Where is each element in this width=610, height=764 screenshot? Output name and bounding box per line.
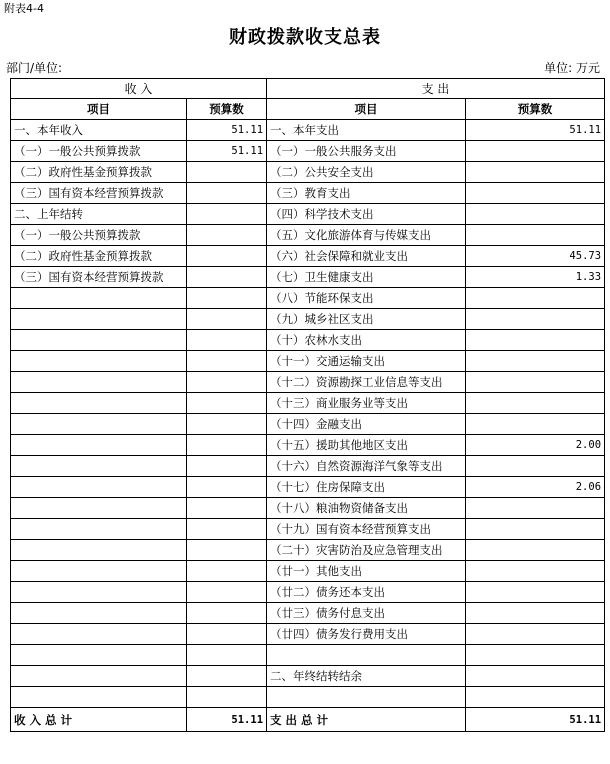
income-value-cell [187,288,267,309]
income-item-cell [11,393,187,414]
expense-value-cell: 51.11 [466,120,605,141]
income-item-cell [11,603,187,624]
table-row [11,246,605,267]
income-total-value: 51.11 [187,708,267,732]
income-value-cell: 51.11 [187,120,267,141]
page-title: 财政拨款收支总表 [229,27,381,48]
table-row [11,225,605,246]
income-value-cell [187,624,267,645]
income-value-cell [187,645,267,666]
income-item-cell [11,540,187,561]
income-value-cell [187,351,267,372]
income-item-cell: 二、上年结转 [11,204,187,225]
expense-item-cell: （十二）资源勘探工业信息等支出 [267,372,466,393]
expense-value-cell [466,456,605,477]
income-item-cell [11,666,187,687]
expense-value-cell [466,330,605,351]
expense-item-cell: （七）卫生健康支出 [267,267,466,288]
expense-item-cell [267,687,466,708]
expense-item-cell [267,645,466,666]
table-row [11,582,605,603]
income-value-cell [187,687,267,708]
expense-item-cell: （十四）金融支出 [267,414,466,435]
income-value-cell [187,414,267,435]
table-row [11,372,605,393]
table-row [11,540,605,561]
table-row [11,624,605,645]
expense-value-cell [466,624,605,645]
expense-item-cell: （十三）商业服务业等支出 [267,393,466,414]
income-item-cell [11,645,187,666]
income-item-cell: （二）政府性基金预算拨款 [11,246,187,267]
income-value-cell [187,498,267,519]
income-item-cell [11,288,187,309]
income-item-cell: （三）国有资本经营预算拨款 [11,183,187,204]
table-row [11,435,605,456]
income-value-cell [187,435,267,456]
income-value-cell [187,519,267,540]
expense-value-cell [466,204,605,225]
income-item-cell: （一）一般公共预算拨款 [11,225,187,246]
table-row [11,687,605,708]
expense-value-cell: 2.06 [466,477,605,498]
expense-total-label: 支 出 总 计 [267,708,466,732]
income-item-cell [11,687,187,708]
expense-value-cell [466,141,605,162]
table-row [11,141,605,162]
table-row [11,414,605,435]
income-value-cell [187,456,267,477]
income-section-header: 收 入 [11,79,267,99]
expense-value-cell [466,414,605,435]
income-item-cell: （三）国有资本经营预算拨款 [11,267,187,288]
expense-section-header: 支 出 [267,79,605,99]
income-value-cell [187,477,267,498]
unit-label: 单位: 万元 [544,61,600,75]
table-row [11,351,605,372]
expense-item-cell: （廿二）债务还本支出 [267,582,466,603]
table-row [11,645,605,666]
table-row [11,120,605,141]
income-item-cell [11,372,187,393]
income-item-cell [11,561,187,582]
table-row [11,519,605,540]
expense-item-cell: （十六）自然资源海洋气象等支出 [267,456,466,477]
expense-item-cell: （九）城乡社区支出 [267,309,466,330]
expense-total-value: 51.11 [466,708,605,732]
income-value-cell [187,246,267,267]
table-row [11,666,605,687]
income-item-cell [11,414,187,435]
table-row [11,204,605,225]
expense-value-cell [466,162,605,183]
expense-value-cell [466,582,605,603]
income-item-cell [11,624,187,645]
expense-item-cell: 一、本年支出 [267,120,466,141]
expense-item-cell: （二十）灾害防治及应急管理支出 [267,540,466,561]
expense-item-cell: （十）农林水支出 [267,330,466,351]
income-value-cell [187,603,267,624]
expense-value-cell [466,225,605,246]
income-item-cell [11,330,187,351]
expense-value-cell [466,309,605,330]
income-item-header: 项目 [11,99,187,120]
expense-item-cell: （十七）住房保障支出 [267,477,466,498]
table-row [11,309,605,330]
income-value-cell [187,666,267,687]
table-row [11,267,605,288]
expense-value-cell [466,603,605,624]
totals-row [11,708,605,732]
department-label: 部门/单位: [6,61,63,75]
table-row [11,456,605,477]
income-item-cell [11,519,187,540]
expense-value-cell [466,351,605,372]
income-item-cell: （一）一般公共预算拨款 [11,141,187,162]
income-item-cell [11,435,187,456]
expense-value-cell [466,687,605,708]
income-item-cell [11,477,187,498]
table-row [11,162,605,183]
income-value-cell [187,204,267,225]
expense-value-cell [466,561,605,582]
expense-value-cell [466,372,605,393]
expense-item-cell: （三）教育支出 [267,183,466,204]
income-budget-header: 预算数 [187,99,267,120]
column-header-row [11,99,605,120]
expense-value-cell [466,393,605,414]
expense-item-cell: （二）公共安全支出 [267,162,466,183]
income-value-cell [187,393,267,414]
expense-value-cell: 1.33 [466,267,605,288]
expense-value-cell [466,288,605,309]
income-value-cell [187,582,267,603]
table-row [11,183,605,204]
expense-item-cell: 二、年终结转结余 [267,666,466,687]
expense-item-cell: （廿四）债务发行费用支出 [267,624,466,645]
section-header-row [11,79,605,99]
income-item-cell [11,309,187,330]
income-value-cell [187,183,267,204]
expense-value-cell: 2.00 [466,435,605,456]
expense-item-header: 项目 [267,99,466,120]
expense-value-cell [466,666,605,687]
income-value-cell [187,267,267,288]
expense-item-cell: （十一）交通运输支出 [267,351,466,372]
expense-value-cell [466,498,605,519]
income-value-cell [187,162,267,183]
income-item-cell [11,498,187,519]
expense-item-cell: （十八）粮油物资储备支出 [267,498,466,519]
expense-item-cell: （廿三）债务付息支出 [267,603,466,624]
income-item-cell [11,351,187,372]
income-total-label: 收 入 总 计 [11,708,187,732]
expense-value-cell: 45.73 [466,246,605,267]
income-item-cell [11,582,187,603]
income-value-cell [187,309,267,330]
expense-item-cell: （廿一）其他支出 [267,561,466,582]
table-row [11,330,605,351]
expense-item-cell: （四）科学技术支出 [267,204,466,225]
income-value-cell [187,540,267,561]
income-value-cell [187,225,267,246]
income-item-cell: 一、本年收入 [11,120,187,141]
expense-value-cell [466,540,605,561]
expense-value-cell [466,183,605,204]
appendix-label: 附表4-4 [4,2,44,15]
income-value-cell: 51.11 [187,141,267,162]
expense-budget-header: 预算数 [466,99,605,120]
income-value-cell [187,330,267,351]
income-item-cell: （二）政府性基金预算拨款 [11,162,187,183]
table-row [11,561,605,582]
table-row [11,393,605,414]
expense-item-cell: （五）文化旅游体育与传媒支出 [267,225,466,246]
table-row [11,288,605,309]
expense-item-cell: （一）一般公共服务支出 [267,141,466,162]
expense-item-cell: （八）节能环保支出 [267,288,466,309]
expense-item-cell: （十五）援助其他地区支出 [267,435,466,456]
expense-value-cell [466,645,605,666]
expense-value-cell [466,519,605,540]
table-row [11,498,605,519]
budget-table [10,78,605,732]
income-value-cell [187,561,267,582]
income-item-cell [11,456,187,477]
expense-item-cell: （十九）国有资本经营预算支出 [267,519,466,540]
expense-item-cell: （六）社会保障和就业支出 [267,246,466,267]
table-row [11,477,605,498]
table-row [11,603,605,624]
income-value-cell [187,372,267,393]
